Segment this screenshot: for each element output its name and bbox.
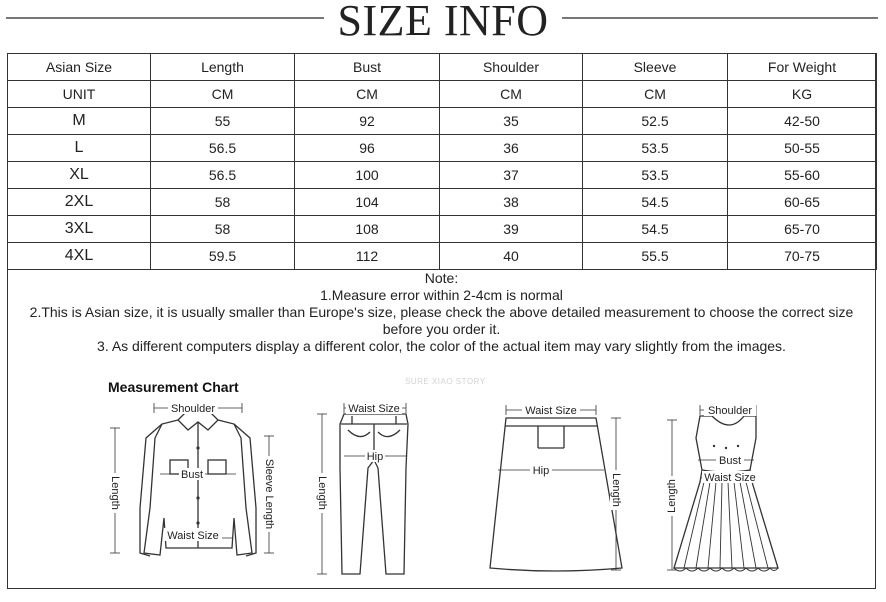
skirt-hip-label: Hip: [532, 465, 550, 477]
table-row: [8, 135, 877, 162]
pants-waist-label: Waist Size: [348, 403, 400, 415]
table-row: [8, 162, 877, 189]
shirt-illustration: [100, 398, 290, 578]
table-cell: 60-65: [728, 189, 877, 216]
skirt-length-label: Length: [610, 473, 623, 507]
table-cell: 54.5: [583, 189, 728, 216]
note-line: 1.Measure error within 2-4cm is normal: [320, 287, 563, 303]
column-header: For Weight: [728, 54, 877, 81]
skirt-illustration: [486, 398, 636, 578]
dress-waist-label: Waist Size: [704, 472, 756, 484]
column-header: Length: [151, 54, 295, 81]
table-cell: 53.5: [583, 162, 728, 189]
header-rule-left: [6, 17, 324, 19]
measurement-chart-title: Measurement Chart: [108, 379, 239, 395]
table-cell: 59.5: [151, 243, 295, 270]
table-row: [8, 189, 877, 216]
unit-cell: UNIT: [8, 81, 151, 108]
table-row: [8, 108, 877, 135]
size-cell: L: [8, 135, 151, 162]
unit-cell: KG: [728, 81, 877, 108]
notes-heading: Note:: [424, 270, 459, 286]
dress-illustration: [660, 398, 790, 580]
page-header: [0, 0, 886, 46]
unit-cell: CM: [151, 81, 295, 108]
table-cell: 38: [440, 189, 583, 216]
header-rule-right: [562, 17, 878, 19]
size-cell: XL: [8, 162, 151, 189]
column-header: Asian Size: [8, 54, 151, 81]
size-cell: 3XL: [8, 216, 151, 243]
pants-length-label: Length: [316, 476, 329, 510]
table-cell: 92: [295, 108, 440, 135]
note-line: before you order it.: [382, 321, 501, 337]
size-cell: M: [8, 108, 151, 135]
table-cell: 70-75: [728, 243, 877, 270]
table-cell: 65-70: [728, 216, 877, 243]
size-cell: 4XL: [8, 243, 151, 270]
table-cell: 104: [295, 189, 440, 216]
unit-cell: CM: [583, 81, 728, 108]
header-row: [8, 54, 877, 81]
table-cell: 52.5: [583, 108, 728, 135]
table-cell: 50-55: [728, 135, 877, 162]
table-cell: 55: [151, 108, 295, 135]
shirt-bust-label: Bust: [180, 469, 204, 481]
table-cell: 55.5: [583, 243, 728, 270]
note-line: 3. As different computers display a different color, the color of the actual item may vary slightly from the images.: [97, 338, 786, 354]
table-cell: 53.5: [583, 135, 728, 162]
table-cell: 108: [295, 216, 440, 243]
shirt-shoulder-label: Shoulder: [170, 403, 216, 415]
page-title: SIZE INFO: [337, 0, 549, 45]
skirt-waist-label: Waist Size: [525, 405, 577, 417]
table-cell: 55-60: [728, 162, 877, 189]
table-cell: 42-50: [728, 108, 877, 135]
size-table: [7, 53, 877, 270]
column-header: Bust: [295, 54, 440, 81]
table-cell: 54.5: [583, 216, 728, 243]
notes-section: [8, 270, 875, 355]
table-cell: 40: [440, 243, 583, 270]
table-cell: 56.5: [151, 162, 295, 189]
table-cell: 58: [151, 216, 295, 243]
size-cell: 2XL: [8, 189, 151, 216]
shirt-sleeve-label: Sleeve Length: [263, 458, 276, 530]
watermark-text: SURE XIAO STORY: [405, 377, 486, 386]
column-header: Sleeve: [583, 54, 728, 81]
pants-hip-label: Hip: [366, 451, 384, 463]
table-row: [8, 243, 877, 270]
table-cell: 39: [440, 216, 583, 243]
table-row: [8, 216, 877, 243]
dress-length-label: Length: [665, 479, 678, 513]
unit-row: [8, 81, 877, 108]
table-cell: 100: [295, 162, 440, 189]
unit-cell: CM: [295, 81, 440, 108]
table-cell: 37: [440, 162, 583, 189]
table-cell: 35: [440, 108, 583, 135]
shirt-waist-label: Waist Size: [167, 530, 219, 542]
note-line: 2.This is Asian size, it is usually smaller than Europe's size, please check the above detailed measurement to choose the correct size: [29, 304, 854, 320]
dress-bust-label: Bust: [718, 455, 742, 467]
table-cell: 58: [151, 189, 295, 216]
table-cell: 112: [295, 243, 440, 270]
table-cell: 96: [295, 135, 440, 162]
table-cell: 56.5: [151, 135, 295, 162]
dress-shoulder-label: Shoulder: [707, 405, 753, 417]
unit-cell: CM: [440, 81, 583, 108]
table-cell: 36: [440, 135, 583, 162]
shirt-length-label: Length: [109, 476, 122, 510]
pants-illustration: [308, 398, 418, 578]
column-header: Shoulder: [440, 54, 583, 81]
